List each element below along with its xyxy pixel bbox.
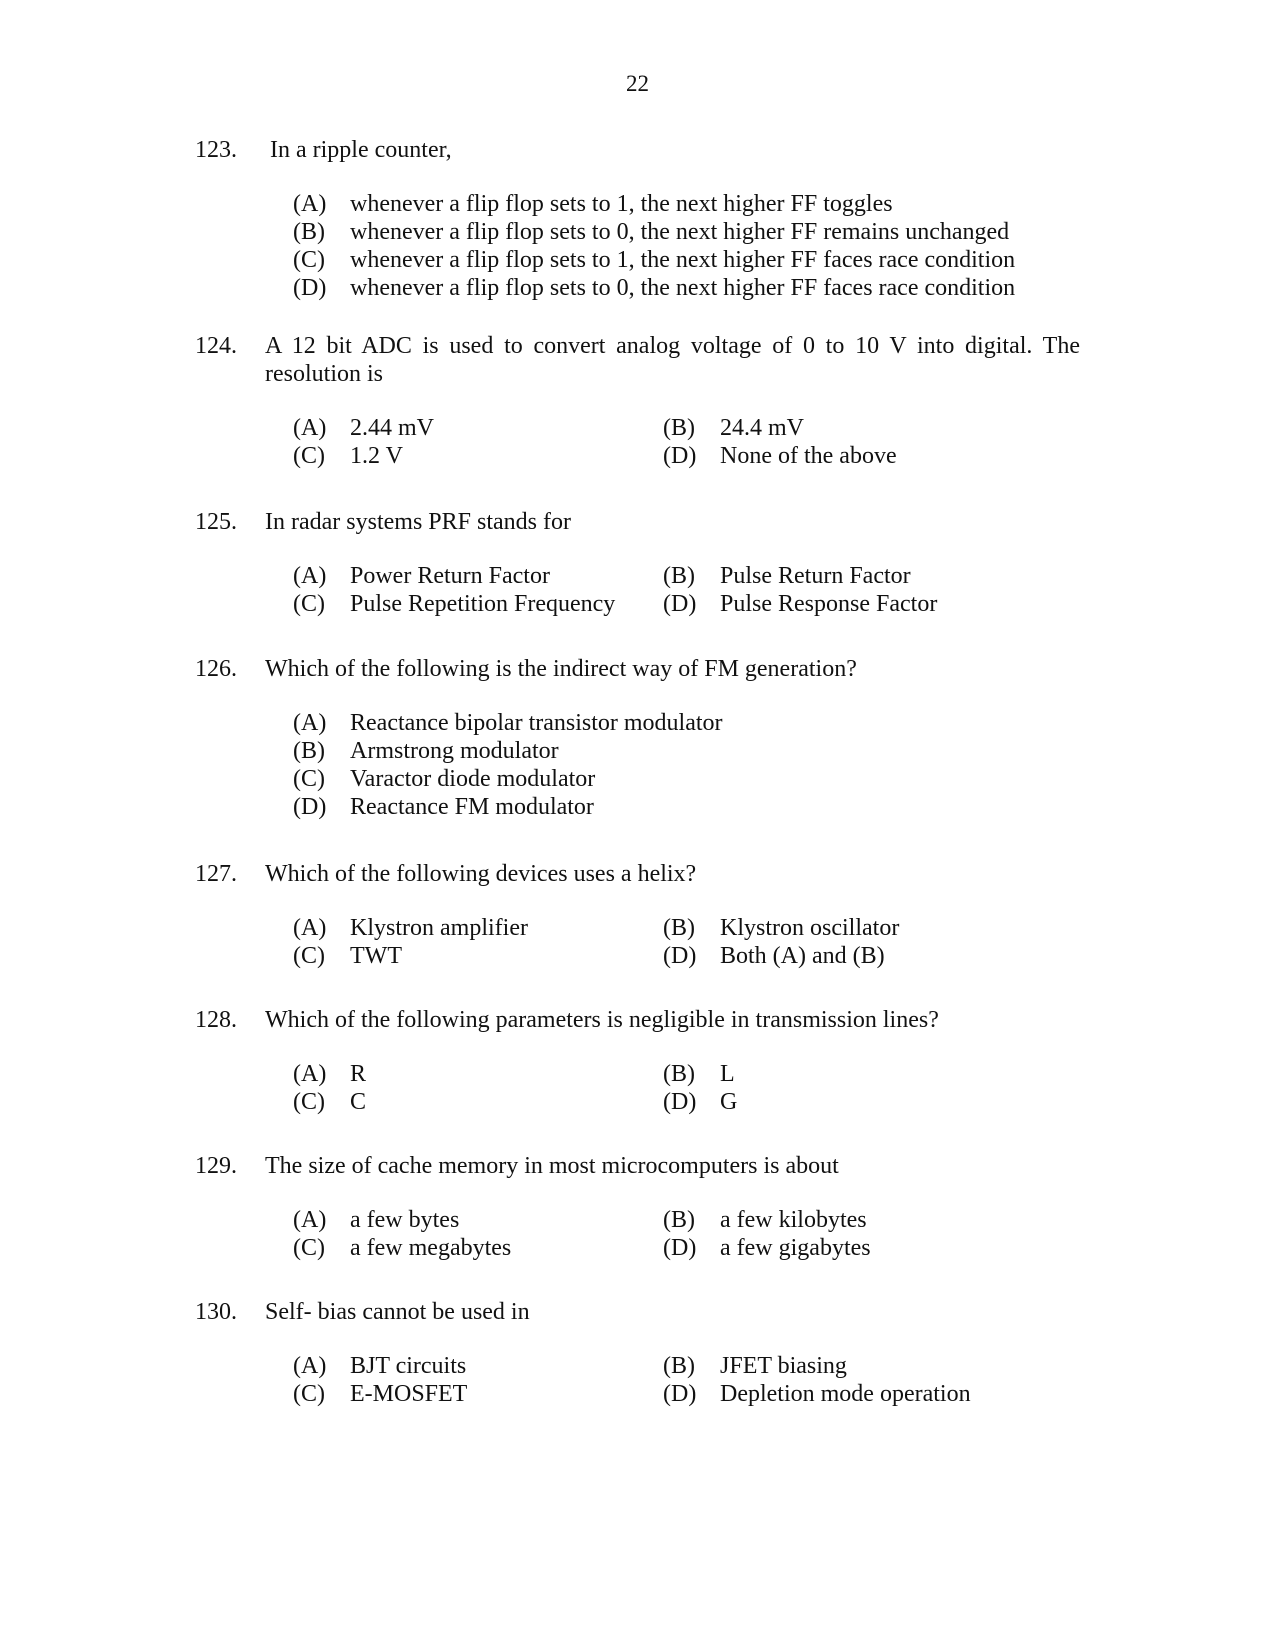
option-letter: (A) [293,1353,327,1379]
option-b [663,914,899,942]
question-text: In radar systems PRF stands for [265,509,571,535]
option-b [663,1352,847,1380]
option-text: R [350,1061,367,1087]
option-c [293,765,595,793]
option-b [663,1206,867,1234]
option-d [663,1380,971,1408]
question-text: Self- bias cannot be used in [265,1299,530,1325]
question-number: 128. [195,1007,237,1033]
option-text: Both (A) and (B) [720,943,885,969]
option-text: Depletion mode operation [720,1381,971,1407]
option-text: 2.44 mV [350,415,434,441]
option-text: Reactance bipolar transistor modulator [350,710,723,736]
option-letter: (C) [293,943,325,969]
option-b [293,737,559,765]
option-b [663,1060,735,1088]
option-a [293,190,893,218]
option-c [293,1380,467,1408]
option-text: 1.2 V [350,443,403,469]
question-text: In a ripple counter, [270,137,452,163]
option-letter: (B) [663,415,695,441]
option-d [663,942,885,970]
question-text: Which of the following devices uses a helix? [265,861,697,887]
question-128 [195,1006,1085,1116]
option-text: whenever a flip flop sets to 0, the next higher FF faces race condition [350,275,1016,301]
option-a [293,1206,459,1234]
option-text: Armstrong modulator [350,738,559,764]
option-letter: (C) [293,443,325,469]
option-d [293,793,594,821]
option-text: Pulse Repetition Frequency [350,591,616,617]
option-text: TWT [350,943,402,969]
option-letter: (C) [293,1235,325,1261]
option-letter: (A) [293,1207,327,1233]
option-letter: (C) [293,591,325,617]
option-c [293,246,1015,274]
option-letter: (D) [663,591,697,617]
option-letter: (B) [293,738,325,764]
question-127 [195,860,1085,970]
option-text: a few kilobytes [720,1207,867,1233]
option-text: G [720,1089,738,1115]
question-number: 127. [195,861,237,887]
option-letter: (D) [293,275,327,301]
option-a [293,562,550,590]
option-letter: (A) [293,191,327,217]
option-d [663,1234,871,1262]
option-text: L [720,1061,735,1087]
option-letter: (D) [293,794,327,820]
option-a [293,914,528,942]
option-text: whenever a flip flop sets to 0, the next higher FF remains unchanged [350,219,1010,245]
option-letter: (B) [663,1207,695,1233]
question-number: 130. [195,1299,237,1325]
question-text: A 12 bit ADC is used to convert analog voltage of 0 to 10 V into digital. The resolution is [265,333,1080,387]
option-letter: (D) [663,943,697,969]
option-text: E-MOSFET [350,1381,468,1407]
option-text: None of the above [720,443,897,469]
option-c [293,442,403,470]
option-text: JFET biasing [720,1353,847,1379]
option-letter: (A) [293,415,327,441]
option-a [293,709,723,737]
option-d [663,1088,737,1116]
option-d [663,442,897,470]
option-letter: (A) [293,1061,327,1087]
option-letter: (C) [293,247,325,273]
option-letter: (C) [293,766,325,792]
option-letter: (C) [293,1381,325,1407]
option-a [293,1352,466,1380]
option-c [293,942,402,970]
option-a [293,414,434,442]
question-124 [195,332,1085,482]
option-c [293,1234,511,1262]
page-number: 22 [626,71,649,96]
option-d [663,590,937,618]
question-number: 125. [195,509,237,535]
option-text: Reactance FM modulator [350,794,594,820]
option-text: BJT circuits [350,1353,467,1379]
option-b [293,218,1009,246]
question-130 [195,1298,1085,1408]
question-number: 126. [195,656,237,682]
option-letter: (B) [663,563,695,589]
option-text: a few bytes [350,1207,460,1233]
question-number: 129. [195,1153,237,1179]
question-text: Which of the following parameters is negligible in transmission lines? [265,1007,939,1033]
option-text: a few megabytes [350,1235,512,1261]
option-a [293,1060,366,1088]
option-letter: (D) [663,1235,697,1261]
question-text: Which of the following is the indirect way of FM generation? [265,656,857,682]
option-text: C [350,1089,367,1115]
option-text: a few gigabytes [720,1235,871,1261]
option-letter: (C) [293,1089,325,1115]
option-text: whenever a flip flop sets to 1, the next higher FF toggles [350,191,893,217]
option-letter: (B) [663,915,695,941]
option-text: Varactor diode modulator [350,766,596,792]
option-letter: (B) [663,1353,695,1379]
question-number: 124. [195,333,237,359]
option-letter: (A) [293,710,327,736]
option-text: Pulse Return Factor [720,563,911,589]
option-d [293,274,1015,302]
option-letter: (A) [293,563,327,589]
option-text: Klystron oscillator [720,915,900,941]
question-123 [195,136,1085,306]
option-b [663,562,911,590]
option-text: Klystron amplifier [350,915,528,941]
option-letter: (A) [293,915,327,941]
option-letter: (B) [293,219,325,245]
option-letter: (B) [663,1061,695,1087]
option-b [663,414,804,442]
question-126 [195,655,1085,825]
option-c [293,1088,366,1116]
option-text: Pulse Response Factor [720,591,938,617]
question-125 [195,508,1085,618]
option-c [293,590,615,618]
question-number: 123. [195,137,237,163]
question-text: The size of cache memory in most microcomputers is about [265,1153,839,1179]
option-text: 24.4 mV [720,415,804,441]
option-text: Power Return Factor [350,563,550,589]
question-129 [195,1152,1085,1262]
option-letter: (D) [663,1089,697,1115]
option-letter: (D) [663,1381,697,1407]
option-letter: (D) [663,443,697,469]
option-text: whenever a flip flop sets to 1, the next higher FF faces race condition [350,247,1016,273]
